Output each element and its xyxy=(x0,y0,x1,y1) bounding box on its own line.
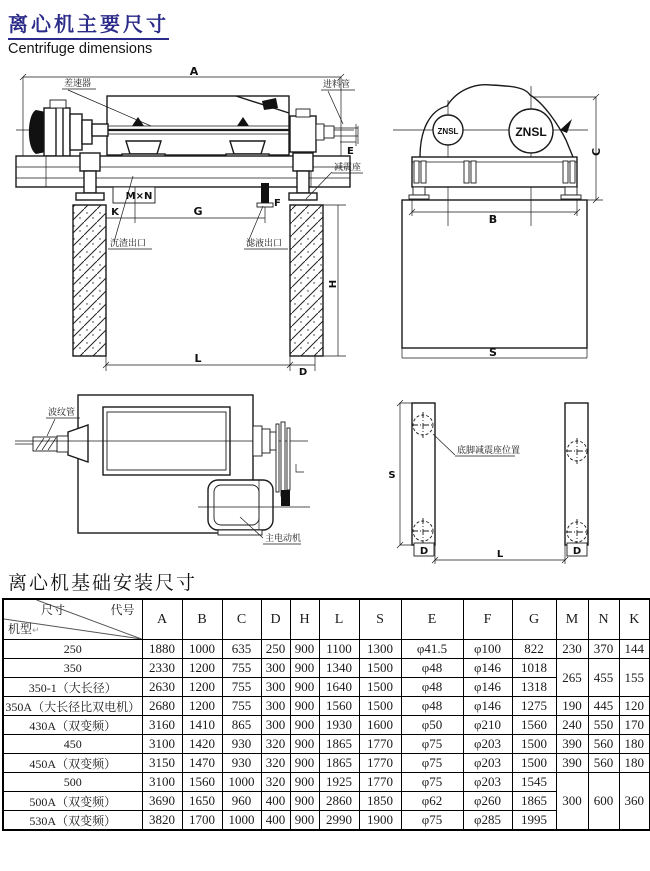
dim-value-cell: 170 xyxy=(619,716,650,735)
dim-value-cell: 3820 xyxy=(142,811,182,831)
dim-value-cell: 600 xyxy=(588,773,619,831)
dim-c-label: C xyxy=(590,147,603,157)
dim-value-cell: 900 xyxy=(290,678,319,697)
dim-value-cell: 1018 xyxy=(512,659,556,678)
foundation-pillar-left xyxy=(73,205,106,356)
dim-value-cell: 930 xyxy=(222,735,261,754)
dim-value-cell: 900 xyxy=(290,640,319,659)
dim-value-cell: 1640 xyxy=(319,678,359,697)
dim-value-cell: 300 xyxy=(261,697,290,716)
column-header-F: F xyxy=(463,599,512,640)
sediment-outlet-label: 沉渣出口 xyxy=(110,238,147,248)
dim-value-cell: 1850 xyxy=(359,792,401,811)
dim-value-cell: 1560 xyxy=(319,697,359,716)
top-view-drawing xyxy=(13,388,353,568)
dim-value-cell: φ75 xyxy=(401,735,463,754)
dim-value-cell: 300 xyxy=(556,773,588,831)
dim-value-cell: 320 xyxy=(261,773,290,792)
model-cell: 250 xyxy=(3,640,142,659)
table-corner-cell xyxy=(3,599,142,640)
dim-value-cell: φ50 xyxy=(401,716,463,735)
dim-value-cell: 3160 xyxy=(142,716,182,735)
column-header-K: K xyxy=(619,599,650,640)
brand-logo-large: ZNSL xyxy=(515,125,547,139)
model-cell: 500A（双变频） xyxy=(3,792,142,811)
dim-value-cell: φ203 xyxy=(463,735,512,754)
dim-value-cell: 265 xyxy=(556,659,588,697)
dim-d-label: D xyxy=(298,367,308,378)
dim-g-label: G xyxy=(193,205,203,218)
dim-value-cell: 1200 xyxy=(182,659,222,678)
column-header-E: E xyxy=(401,599,463,640)
dim-b-label: B xyxy=(488,213,498,226)
end-view-drawing xyxy=(363,78,650,378)
dim-value-cell: 2330 xyxy=(142,659,182,678)
plan-dim-s-label: S xyxy=(388,470,396,481)
dim-value-cell: 900 xyxy=(290,716,319,735)
dim-value-cell: 445 xyxy=(588,697,619,716)
table-row xyxy=(3,773,650,792)
table-row xyxy=(3,792,650,811)
page-subtitle: Centrifuge dimensions xyxy=(8,41,153,57)
dim-value-cell: 455 xyxy=(588,659,619,697)
return-mark: ↵ xyxy=(32,625,40,635)
column-header-L: L xyxy=(319,599,359,640)
model-cell: 350A（大长径比双电机） xyxy=(3,697,142,716)
column-header-H: H xyxy=(290,599,319,640)
dim-value-cell: φ146 xyxy=(463,678,512,697)
dim-value-cell: 1865 xyxy=(319,754,359,773)
dim-value-cell: 1545 xyxy=(512,773,556,792)
dim-value-cell: 320 xyxy=(261,735,290,754)
dim-value-cell: φ285 xyxy=(463,811,512,831)
dim-value-cell: 2680 xyxy=(142,697,182,716)
dim-value-cell: φ146 xyxy=(463,697,512,716)
dim-value-cell: φ75 xyxy=(401,773,463,792)
dim-value-cell: 400 xyxy=(261,811,290,831)
dim-value-cell: 755 xyxy=(222,659,261,678)
corner-label-model: 机型↵ xyxy=(8,622,40,636)
column-header-N: N xyxy=(588,599,619,640)
dim-value-cell: 755 xyxy=(222,678,261,697)
column-header-A: A xyxy=(142,599,182,640)
plan-dim-l-label: L xyxy=(496,549,504,560)
dim-value-cell: 560 xyxy=(588,735,619,754)
dim-value-cell: 560 xyxy=(588,754,619,773)
dim-value-cell: 1865 xyxy=(319,735,359,754)
dim-value-cell: 1700 xyxy=(182,811,222,831)
dim-value-cell: φ75 xyxy=(401,811,463,831)
dim-e-label: E xyxy=(347,146,354,157)
dim-value-cell: 3100 xyxy=(142,773,182,792)
dim-value-cell: 550 xyxy=(588,716,619,735)
feed-pipe-label: 进料管 xyxy=(323,79,351,89)
dim-value-cell: 900 xyxy=(290,659,319,678)
dim-value-cell: 3100 xyxy=(142,735,182,754)
dim-value-cell: 120 xyxy=(619,697,650,716)
model-cell: 450A（双变频） xyxy=(3,754,142,773)
damper-position-label: 底脚减震座位置 xyxy=(457,445,521,455)
dim-value-cell: 1410 xyxy=(182,716,222,735)
dim-value-cell: 1900 xyxy=(359,811,401,831)
dim-value-cell: 155 xyxy=(619,659,650,697)
dim-value-cell: 865 xyxy=(222,716,261,735)
corner-label-size: 尺寸 xyxy=(41,603,66,617)
dim-value-cell: φ62 xyxy=(401,792,463,811)
dim-h-label: H xyxy=(328,279,339,289)
dim-value-cell: 1200 xyxy=(182,678,222,697)
main-motor-label: 主电动机 xyxy=(265,533,302,543)
dim-value-cell: 1650 xyxy=(182,792,222,811)
dim-value-cell: 1770 xyxy=(359,754,401,773)
dim-value-cell: 180 xyxy=(619,735,650,754)
column-header-G: G xyxy=(512,599,556,640)
dim-value-cell: 300 xyxy=(261,659,290,678)
dim-value-cell: 2630 xyxy=(142,678,182,697)
table-row xyxy=(3,811,650,831)
dim-value-cell: 3690 xyxy=(142,792,182,811)
dim-value-cell: 1925 xyxy=(319,773,359,792)
dim-value-cell: 1500 xyxy=(359,678,401,697)
table-header-row xyxy=(3,599,650,640)
dim-value-cell: φ203 xyxy=(463,754,512,773)
dimension-table-wrap xyxy=(2,598,648,831)
table-row xyxy=(3,754,650,773)
model-cell: 350-1（大长径） xyxy=(3,678,142,697)
dim-value-cell: 1200 xyxy=(182,697,222,716)
dim-value-cell: 300 xyxy=(261,716,290,735)
dim-value-cell: 144 xyxy=(619,640,650,659)
dim-value-cell: 190 xyxy=(556,697,588,716)
dim-f-label: F xyxy=(274,198,281,209)
dim-value-cell: 1995 xyxy=(512,811,556,831)
dim-value-cell: 960 xyxy=(222,792,261,811)
dim-value-cell: 1560 xyxy=(182,773,222,792)
dim-value-cell: 1470 xyxy=(182,754,222,773)
bellows-label: 波纹管 xyxy=(48,407,76,417)
table-body xyxy=(3,640,650,831)
table-row xyxy=(3,659,650,678)
dim-value-cell: 1000 xyxy=(222,811,261,831)
dim-value-cell: 900 xyxy=(290,773,319,792)
model-cell: 450 xyxy=(3,735,142,754)
dim-value-cell: 1560 xyxy=(512,716,556,735)
dim-value-cell: 900 xyxy=(290,735,319,754)
dim-value-cell: 2860 xyxy=(319,792,359,811)
dim-value-cell: 1420 xyxy=(182,735,222,754)
dim-value-cell: 1000 xyxy=(222,773,261,792)
dim-value-cell: 1500 xyxy=(512,735,556,754)
dim-mxn-label: M×N xyxy=(125,191,153,202)
dim-value-cell: 1275 xyxy=(512,697,556,716)
dim-value-cell: 390 xyxy=(556,754,588,773)
dim-value-cell: 1100 xyxy=(319,640,359,659)
table-row xyxy=(3,640,650,659)
dim-value-cell: 1500 xyxy=(359,659,401,678)
foundation-plan-drawing xyxy=(383,392,618,570)
dim-value-cell: 1340 xyxy=(319,659,359,678)
plan-dim-d-right-label: D xyxy=(572,546,582,557)
dim-value-cell: 300 xyxy=(261,678,290,697)
table-row xyxy=(3,678,650,697)
brand-logo-small: ZNSL xyxy=(437,127,459,136)
dim-value-cell: φ41.5 xyxy=(401,640,463,659)
dim-value-cell: φ48 xyxy=(401,678,463,697)
dim-value-cell: 3150 xyxy=(142,754,182,773)
dim-value-cell: 230 xyxy=(556,640,588,659)
dim-value-cell: 900 xyxy=(290,811,319,831)
dim-value-cell: 1865 xyxy=(512,792,556,811)
table-row xyxy=(3,735,650,754)
dim-value-cell: 370 xyxy=(588,640,619,659)
table-row xyxy=(3,716,650,735)
plan-dim-d-left-label: D xyxy=(419,546,429,557)
side-view-drawing xyxy=(6,66,364,382)
dim-value-cell: 1880 xyxy=(142,640,182,659)
model-cell: 530A（双变频） xyxy=(3,811,142,831)
column-header-S: S xyxy=(359,599,401,640)
differential-label: 差速器 xyxy=(64,78,92,88)
dim-value-cell: 1500 xyxy=(512,754,556,773)
model-cell: 500 xyxy=(3,773,142,792)
dim-value-cell: 400 xyxy=(261,792,290,811)
filtrate-outlet-label: 滤液出口 xyxy=(246,238,283,248)
dim-k-label: K xyxy=(111,207,119,218)
dim-value-cell: 1600 xyxy=(359,716,401,735)
page-title: 离心机主要尺寸 xyxy=(8,8,169,40)
dim-value-cell: 1770 xyxy=(359,735,401,754)
dim-value-cell: 755 xyxy=(222,697,261,716)
column-header-M: M xyxy=(556,599,588,640)
dim-value-cell: φ210 xyxy=(463,716,512,735)
dim-value-cell: φ48 xyxy=(401,697,463,716)
column-header-B: B xyxy=(182,599,222,640)
dim-value-cell: φ75 xyxy=(401,754,463,773)
dim-value-cell: φ48 xyxy=(401,659,463,678)
dim-value-cell: φ100 xyxy=(463,640,512,659)
dim-value-cell: 1300 xyxy=(359,640,401,659)
dim-value-cell: 900 xyxy=(290,697,319,716)
dim-value-cell: φ146 xyxy=(463,659,512,678)
dim-l-label: L xyxy=(194,352,202,365)
dim-value-cell: 635 xyxy=(222,640,261,659)
section-title: 离心机基础安装尺寸 xyxy=(8,573,198,594)
column-header-C: C xyxy=(222,599,261,640)
damper-seat-label: 减震座 xyxy=(334,162,362,172)
dim-value-cell: 1930 xyxy=(319,716,359,735)
model-cell: 350 xyxy=(3,659,142,678)
dim-value-cell: 320 xyxy=(261,754,290,773)
dim-value-cell: 240 xyxy=(556,716,588,735)
column-header-D: D xyxy=(261,599,290,640)
dim-value-cell: 390 xyxy=(556,735,588,754)
foundation-pillar-right xyxy=(290,205,323,356)
page-header xyxy=(8,8,169,57)
dim-value-cell: 822 xyxy=(512,640,556,659)
table-row xyxy=(3,697,650,716)
dim-value-cell: φ260 xyxy=(463,792,512,811)
dim-value-cell: 1000 xyxy=(182,640,222,659)
dim-value-cell: 2990 xyxy=(319,811,359,831)
dim-s-label: S xyxy=(489,346,497,359)
model-cell: 430A（双变频） xyxy=(3,716,142,735)
dim-value-cell: 180 xyxy=(619,754,650,773)
dim-value-cell: 930 xyxy=(222,754,261,773)
dim-value-cell: 360 xyxy=(619,773,650,831)
dim-value-cell: 1500 xyxy=(359,697,401,716)
corner-label-code: 代号 xyxy=(110,603,135,617)
dimension-table xyxy=(2,598,650,831)
dim-value-cell: 1318 xyxy=(512,678,556,697)
dim-value-cell: 900 xyxy=(290,754,319,773)
dim-a-label: A xyxy=(189,66,199,78)
dim-value-cell: φ203 xyxy=(463,773,512,792)
dim-value-cell: 250 xyxy=(261,640,290,659)
dim-value-cell: 900 xyxy=(290,792,319,811)
dim-value-cell: 1770 xyxy=(359,773,401,792)
